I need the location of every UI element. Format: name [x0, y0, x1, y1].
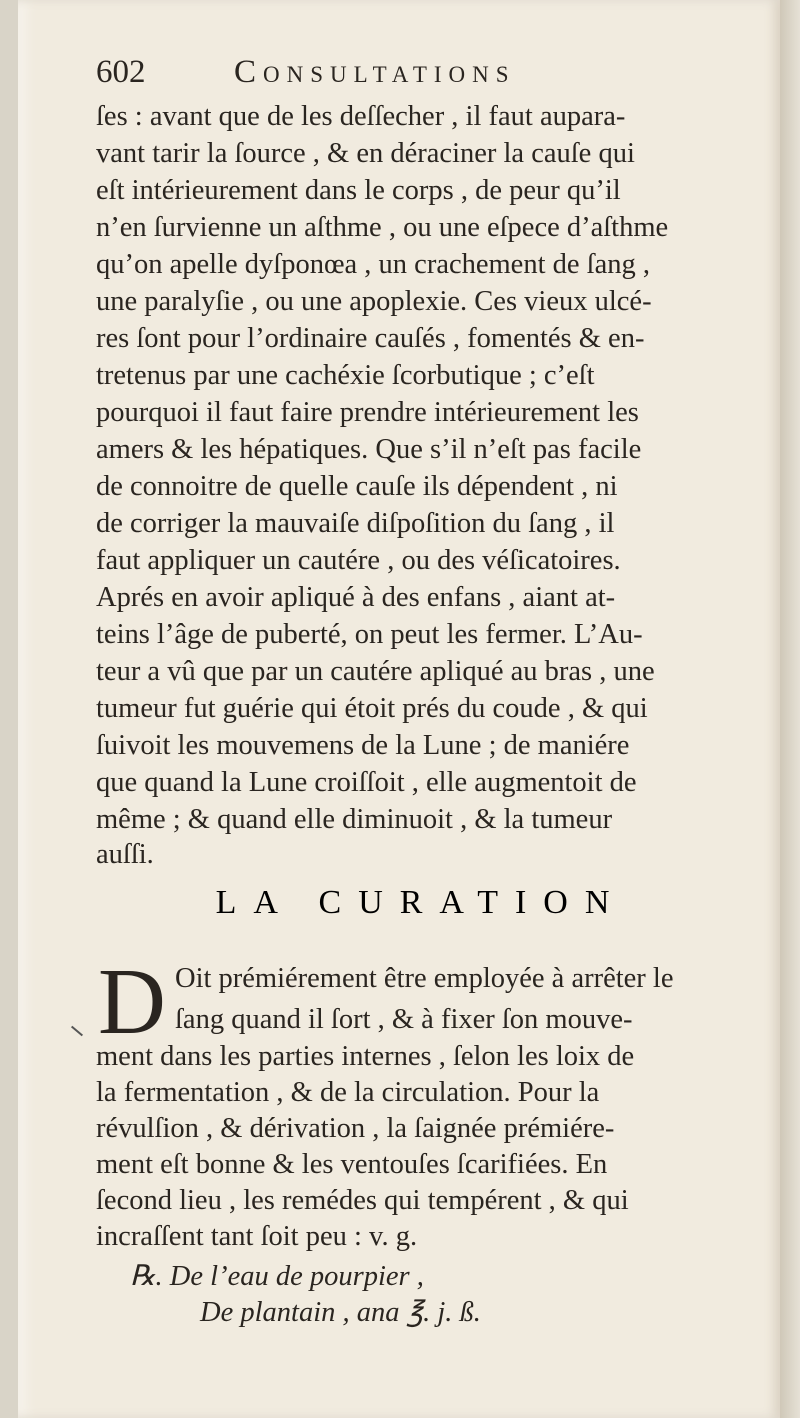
- body-line: tumeur fut guérie qui étoit prés du coude , & qui: [96, 693, 648, 724]
- body-line: amers & les hépatiques. Que s’il n’eſt pas facile: [96, 434, 642, 465]
- body-line: res ſont pour l’ordinaire cauſés , fomentés & en-: [96, 323, 645, 354]
- body-line: révulſion , & dérivation , la ſaignée prémiére-: [96, 1113, 615, 1144]
- body-line: teins l’âge de puberté, on peut les fermer. L’Au-: [96, 619, 643, 650]
- section-heading: LA CURATION: [215, 884, 627, 921]
- page-number: 602: [96, 54, 146, 90]
- body-line: de corriger la mauvaiſe diſpoſition du ſang , il: [96, 508, 615, 539]
- body-line: la fermentation , & de la circulation. Pour la: [96, 1077, 600, 1108]
- body-line: Aprés en avoir apliqué à des enfans , aiant at-: [96, 582, 616, 613]
- body-line: n’en ſurvienne un aſthme , ou une eſpece d’aſthme: [96, 212, 669, 243]
- recipe-line: De plantain , ana ℥. j. ß.: [200, 1297, 481, 1328]
- body-line: pourquoi il faut faire prendre intérieurement les: [96, 397, 639, 428]
- body-line: vant tarir la ſource , & en déraciner la cauſe qui: [96, 138, 635, 169]
- body-line: que quand la Lune croiſſoit , elle augmentoit de: [96, 767, 637, 798]
- running-title: Consultations: [234, 54, 516, 90]
- body-line: même ; & quand elle diminuoit , & la tumeur: [96, 804, 613, 835]
- body-line: qu’on apelle dyſponœa , un crachement de ſang ,: [96, 249, 650, 280]
- body-line: une paralyſie , ou une apoplexie. Ces vieux ulcé-: [96, 286, 652, 317]
- body-line: faut appliquer un cautére , ou des véſicatoires.: [96, 545, 621, 576]
- body-line: ment eſt bonne & les ventouſes ſcarifiées. En: [96, 1149, 608, 1180]
- body-line: teur a vû que par un cautére apliqué au bras , une: [96, 656, 655, 687]
- body-line: eſt intérieurement dans le corps , de peur qu’il: [96, 175, 621, 206]
- body-line: de connoitre de quelle cauſe ils dépendent , ni: [96, 471, 618, 502]
- page-gutter: [780, 0, 800, 1418]
- body-line: ſang quand il ſort , & à fixer ſon mouve-: [175, 1004, 633, 1035]
- body-line: ſecond lieu , les remédes qui tempérent , & qui: [96, 1185, 629, 1216]
- body-line: ſes : avant que de les deſſecher , il faut aupara-: [96, 101, 626, 132]
- body-line: incraſſent tant ſoit peu : v. g.: [96, 1221, 418, 1252]
- body-line: ment dans les parties internes , ſelon les loix de: [96, 1041, 635, 1072]
- page-header: [96, 54, 746, 94]
- body-line: tretenus par une cachéxie ſcorbutique ; c’eſt: [96, 360, 595, 391]
- body-line: Oit prémiérement être employée à arrêter le: [175, 963, 674, 994]
- body-line: ſuivoit les mouvemens de la Lune ; de maniére: [96, 730, 630, 761]
- recipe-line: ℞. De l’eau de pourpier ,: [130, 1261, 424, 1292]
- body-line: auſſi.: [96, 839, 154, 870]
- drop-cap: D: [98, 950, 166, 1054]
